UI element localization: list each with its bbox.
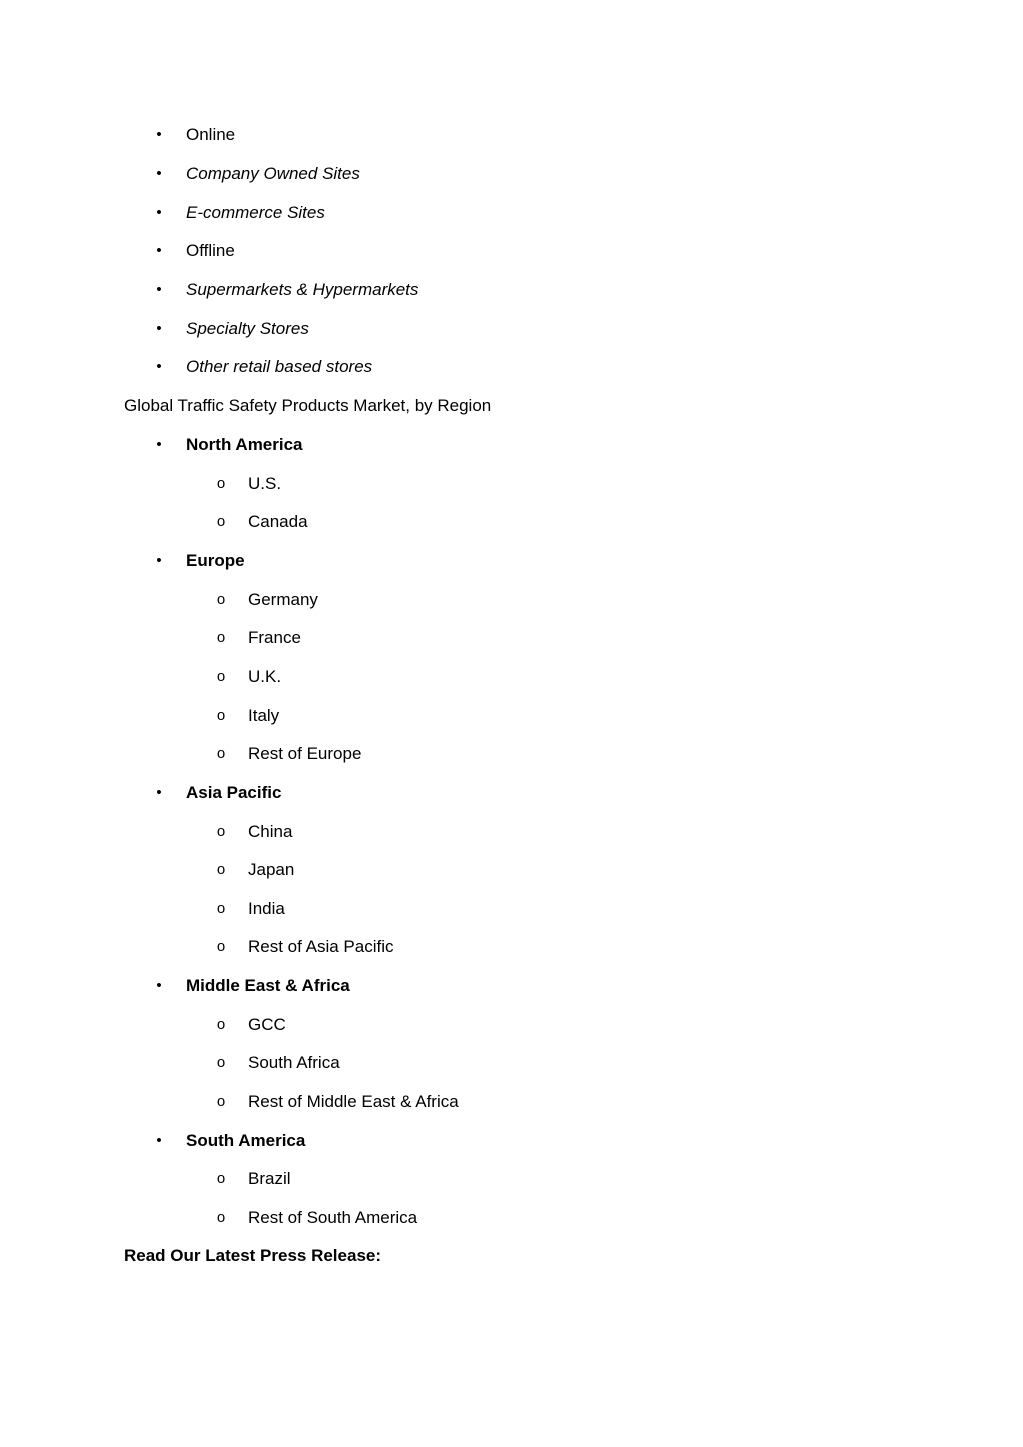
country-item: U.K. (248, 667, 282, 686)
circle-bullet-icon: o (216, 1093, 226, 1110)
region-north-america: North America (186, 435, 303, 454)
circle-bullet-icon: o (216, 1209, 226, 1226)
circle-bullet-icon: o (216, 1170, 226, 1187)
list-item-company-owned-sites: Company Owned Sites (186, 164, 360, 183)
list-item-specialty-stores: Specialty Stores (186, 319, 309, 338)
country-item: Canada (248, 512, 308, 531)
circle-bullet-icon: o (216, 591, 226, 608)
list-item-online: Online (186, 125, 236, 144)
bullet-icon: • (156, 320, 162, 337)
country-item: France (248, 628, 301, 647)
circle-bullet-icon: o (216, 745, 226, 762)
list-item-supermarkets: Supermarkets & Hypermarkets (186, 280, 419, 299)
bullet-icon: • (156, 165, 162, 182)
country-item: India (248, 899, 285, 918)
circle-bullet-icon: o (216, 900, 226, 917)
bullet-icon: • (156, 204, 162, 221)
region-asia-pacific: Asia Pacific (186, 783, 282, 802)
country-item: Japan (248, 860, 295, 879)
bullet-icon: • (156, 1132, 162, 1149)
bullet-icon: • (156, 358, 162, 375)
bullet-icon: • (156, 242, 162, 259)
country-item: U.S. (248, 474, 282, 493)
country-item: Rest of Europe (248, 744, 362, 763)
country-item: Rest of South America (248, 1208, 418, 1227)
bullet-icon: • (156, 784, 162, 801)
circle-bullet-icon: o (216, 1054, 226, 1071)
circle-bullet-icon: o (216, 823, 226, 840)
country-item: Italy (248, 706, 280, 725)
circle-bullet-icon: o (216, 513, 226, 530)
circle-bullet-icon: o (216, 629, 226, 646)
region-middle-east-africa: Middle East & Africa (186, 976, 350, 995)
region-heading: Global Traffic Safety Products Market, by Region (124, 396, 492, 415)
circle-bullet-icon: o (216, 668, 226, 685)
bullet-icon: • (156, 126, 162, 143)
circle-bullet-icon: o (216, 861, 226, 878)
bullet-icon: • (156, 552, 162, 569)
bullet-icon: • (156, 436, 162, 453)
country-item: Brazil (248, 1169, 291, 1188)
list-item-other-retail: Other retail based stores (186, 357, 373, 376)
bullet-icon: • (156, 977, 162, 994)
list-item-offline: Offline (186, 241, 235, 260)
circle-bullet-icon: o (216, 938, 226, 955)
list-item-ecommerce-sites: E-commerce Sites (186, 203, 325, 222)
country-item: South Africa (248, 1053, 340, 1072)
circle-bullet-icon: o (216, 475, 226, 492)
press-release-label: Read Our Latest Press Release: (124, 1246, 382, 1265)
circle-bullet-icon: o (216, 1016, 226, 1033)
country-item: Rest of Asia Pacific (248, 937, 394, 956)
country-item: Germany (248, 590, 318, 609)
region-south-america: South America (186, 1131, 306, 1150)
bullet-icon: • (156, 281, 162, 298)
region-europe: Europe (186, 551, 245, 570)
country-item: Rest of Middle East & Africa (248, 1092, 459, 1111)
circle-bullet-icon: o (216, 707, 226, 724)
country-item: China (248, 822, 293, 841)
country-item: GCC (248, 1015, 286, 1034)
